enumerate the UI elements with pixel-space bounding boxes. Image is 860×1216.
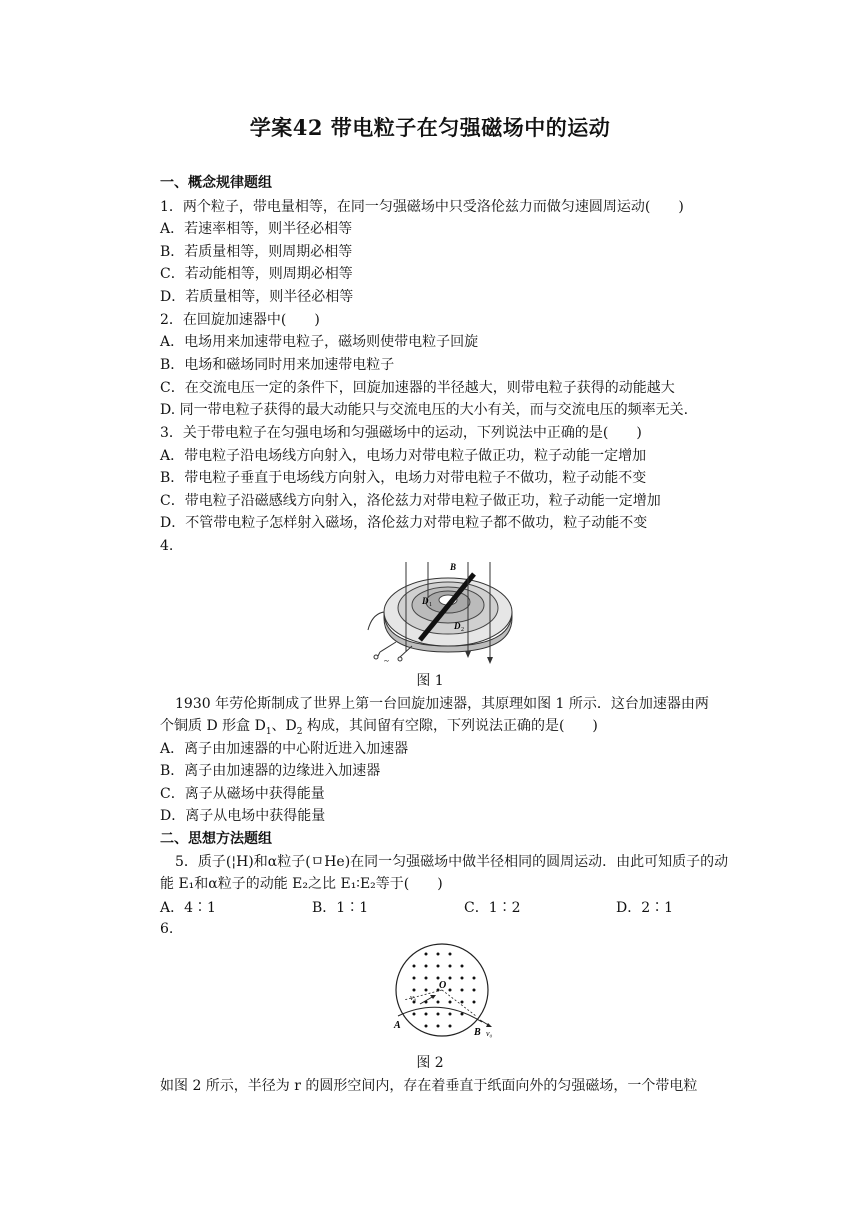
label-b: B xyxy=(474,1027,481,1038)
field-dot xyxy=(449,953,452,956)
stem-text: 构成，其间留有空隙，下列说法正确的是( ) xyxy=(302,718,598,734)
label-b: B xyxy=(450,562,457,572)
question-5-stem-line2: 能 E₁和α粒子的动能 E₂之比 E₁∶E₂等于( ) xyxy=(160,876,443,892)
label-d1: D xyxy=(422,596,429,606)
section-heading-concepts: 一、概念规律题组 xyxy=(160,175,272,191)
figure-2-caption: 图 2 xyxy=(416,1055,444,1071)
question-6-stem-line1: 如图 2 所示，半径为 r 的圆形空间内，存在着垂直于纸面向外的匀强磁场，一个带电粒 xyxy=(160,1078,698,1094)
question-4-option-b: B．离子由加速器的边缘进入加速器 xyxy=(160,763,381,779)
question-4-number: 4. xyxy=(160,538,174,554)
field-dot xyxy=(413,977,416,980)
stem-text: 个铜质 D 形盒 D xyxy=(160,718,266,734)
field-dot xyxy=(449,977,452,980)
stem-text: 、D xyxy=(271,718,297,734)
field-dot xyxy=(425,977,428,980)
field-dot xyxy=(413,989,416,992)
field-dot xyxy=(449,1025,452,1028)
question-5-option-d: D．2∶1 xyxy=(616,900,674,916)
field-dot xyxy=(437,953,440,956)
question-4-option-a: A．离子由加速器的中心附近进入加速器 xyxy=(160,741,409,757)
question-4-option-c: C．离子从磁场中获得能量 xyxy=(160,786,325,802)
question-2-option-c: C．在交流电压一定的条件下，回旋加速器的半径越大，则带电粒子获得的动能越大 xyxy=(160,380,675,396)
field-dot xyxy=(449,989,452,992)
field-dot xyxy=(461,965,464,968)
field-dot xyxy=(449,965,452,968)
field-dot xyxy=(449,1013,452,1016)
question-5-option-b: B．1∶1 xyxy=(312,900,369,916)
question-1-option-d: D．若质量相等，则半径必相等 xyxy=(160,289,354,305)
subscript: 1 xyxy=(265,726,272,737)
question-1-option-a: A．若速率相等，则半径必相等 xyxy=(160,221,353,237)
question-3-option-a: A．带电粒子沿电场线方向射入，电场力对带电粒子做正功，粒子动能一定增加 xyxy=(160,448,647,464)
field-dot xyxy=(425,989,428,992)
question-2-option-d: D. 同一带电粒子获得的最大动能只与交流电压的大小有关，而与交流电压的频率无关. xyxy=(160,402,689,418)
field-dot xyxy=(437,1025,440,1028)
field-dot xyxy=(437,1001,440,1004)
question-1-stem: 1．两个粒子，带电量相等，在同一匀强磁场中只受洛伦兹力而做匀速圆周运动( ) xyxy=(160,199,684,215)
question-1-option-c: C．若动能相等，则周期必相等 xyxy=(160,266,353,282)
label-o: O xyxy=(439,980,447,991)
field-dot xyxy=(425,1025,428,1028)
question-4-stem-line2 xyxy=(160,716,598,742)
field-dot xyxy=(437,965,440,968)
label-d2: D xyxy=(454,621,461,631)
question-2-option-b: B．电场和磁场同时用来加速带电粒子 xyxy=(160,357,395,373)
field-dot xyxy=(461,989,464,992)
label-d1-sub: 1 xyxy=(429,602,432,608)
field-dot xyxy=(473,989,476,992)
question-4-stem-line1: 1930 年劳伦斯制成了世界上第一台回旋加速器，其原理如图 1 所示．这台加速器由两 xyxy=(175,696,709,712)
label-a: A xyxy=(394,1020,401,1031)
question-6-number: 6. xyxy=(160,921,174,937)
magnetic-field-circle-figure xyxy=(390,942,500,1042)
field-dot xyxy=(425,953,428,956)
field-dot xyxy=(425,1013,428,1016)
label-ac: ~ xyxy=(384,656,389,666)
label-d2-sub: 2 xyxy=(461,627,464,633)
section-heading-methods: 二、思想方法题组 xyxy=(160,831,272,847)
question-3-stem: 3．关于带电粒子在匀强电场和匀强磁场中的运动，下列说法中正确的是( ) xyxy=(160,425,642,441)
question-5-option-a: A．4∶1 xyxy=(160,900,216,916)
cyclotron-figure xyxy=(366,560,516,666)
question-5-stem-line1: 5．质子(¦H)和α粒子(ㅁHe)在同一匀强磁场中做半径相同的圆周运动．由此可知质子的动 xyxy=(175,854,729,870)
field-dot xyxy=(461,977,464,980)
field-dot xyxy=(461,1001,464,1004)
field-dot xyxy=(425,965,428,968)
question-4-option-d: D．离子从电场中获得能量 xyxy=(160,808,326,824)
question-2-option-a: A．电场用来加速带电粒子，磁场则使带电粒子回旋 xyxy=(160,334,479,350)
question-5-option-c: C．1∶2 xyxy=(464,900,521,916)
question-3-option-d: D．不管带电粒子怎样射入磁场，洛伦兹力对带电粒子都不做功，粒子动能不变 xyxy=(160,515,648,531)
field-dot xyxy=(437,1013,440,1016)
question-2-stem: 2．在回旋加速器中( ) xyxy=(160,312,320,328)
field-dot xyxy=(473,1001,476,1004)
question-3-option-b: B．带电粒子垂直于电场线方向射入，电场力对带电粒子不做功，粒子动能不变 xyxy=(160,470,647,486)
question-3-option-c: C．带电粒子沿磁感线方向射入，洛伦兹力对带电粒子做正功，粒子动能一定增加 xyxy=(160,493,661,509)
label-v0-a: v₀ xyxy=(410,993,417,1002)
page-title: 学案42 带电粒子在匀强磁场中的运动 xyxy=(249,115,611,140)
subscript: 2 xyxy=(296,726,303,737)
question-1-option-b: B．若质量相等，则周期必相等 xyxy=(160,244,353,260)
field-dot xyxy=(473,977,476,980)
figure-1-caption: 图 1 xyxy=(416,673,444,689)
field-dot xyxy=(413,965,416,968)
field-dot xyxy=(449,1001,452,1004)
label-v0-b: v₀ xyxy=(486,1029,493,1038)
field-dot xyxy=(413,1013,416,1016)
